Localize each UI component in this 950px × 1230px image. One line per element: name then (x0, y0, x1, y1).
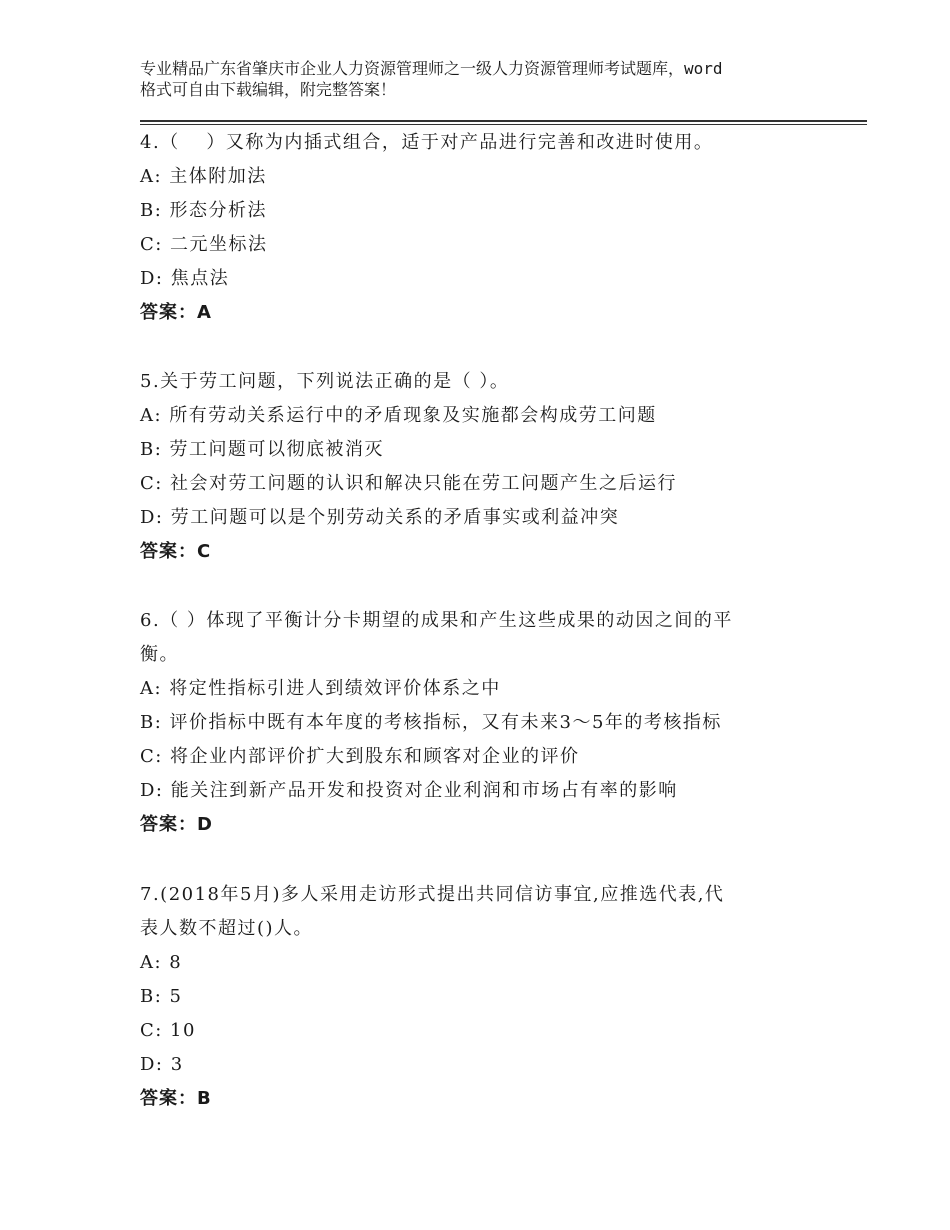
answer-line (140, 296, 820, 330)
answer-value: B (197, 1088, 212, 1109)
option-b: B: 评价指标中既有本年度的考核指标，又有未来3～5年的考核指标 (140, 712, 722, 733)
question-stem-line-1: 6.（ ）体现了平衡计分卡期望的成果和产生这些成果的动因之间的平 (140, 610, 733, 631)
option-a: A: 主体附加法 (140, 166, 267, 187)
question-7 (140, 878, 820, 1116)
option-c: C: 10 (140, 1020, 196, 1041)
header-divider-thin (140, 124, 867, 125)
option-d: D: 劳工问题可以是个别劳动关系的矛盾事实或利益冲突 (140, 507, 620, 528)
answer-label: 答案： (140, 541, 197, 562)
option-c: C: 二元坐标法 (140, 234, 268, 255)
question-stem-line-2: 表人数不超过()人。 (140, 918, 314, 939)
option-c: C: 社会对劳工问题的认识和解决只能在劳工问题产生之后运行 (140, 473, 678, 494)
option-a: A: 所有劳动关系运行中的矛盾现象及实施都会构成劳工问题 (140, 405, 657, 426)
answer-line (140, 1082, 820, 1116)
document-header (140, 58, 840, 100)
header-divider-thick (140, 120, 867, 122)
option-a: A: 将定性指标引进人到绩效评价体系之中 (140, 678, 501, 699)
answer-label: 答案： (140, 1088, 197, 1109)
question-stem: 4.（ ）又称为内插式组合，适于对产品进行完善和改进时使用。 (140, 132, 714, 153)
option-d: D: 能关注到新产品开发和投资对企业利润和市场占有率的影响 (140, 780, 678, 801)
answer-value: A (197, 302, 212, 323)
question-stem-line-1: 7.(2018年5月)多人采用走访形式提出共同信访事宜,应推选代表,代 (140, 884, 725, 905)
answer-line (140, 808, 820, 842)
answer-line (140, 535, 820, 569)
question-4 (140, 126, 820, 330)
answer-label: 答案： (140, 814, 197, 835)
option-d: D: 3 (140, 1054, 184, 1075)
header-line-1: 专业精品广东省肇庆市企业人力资源管理师之一级人力资源管理师考试题库，word (140, 59, 723, 78)
option-b: B: 形态分析法 (140, 200, 268, 221)
question-5 (140, 365, 820, 569)
option-b: B: 劳工问题可以彻底被消灭 (140, 439, 385, 460)
question-stem-line-2: 衡。 (140, 644, 179, 665)
question-stem: 5.关于劳工问题，下列说法正确的是（ ）。 (140, 371, 510, 392)
question-6 (140, 604, 820, 842)
option-c: C: 将企业内部评价扩大到股东和顾客对企业的评价 (140, 746, 580, 767)
answer-value: D (197, 814, 213, 835)
option-b: B: 5 (140, 986, 183, 1007)
answer-value: C (197, 541, 212, 562)
option-a: A: 8 (140, 952, 183, 973)
header-line-2: 格式可自由下载编辑，附完整答案！ (140, 80, 397, 99)
answer-label: 答案： (140, 302, 197, 323)
option-d: D: 焦点法 (140, 268, 230, 289)
